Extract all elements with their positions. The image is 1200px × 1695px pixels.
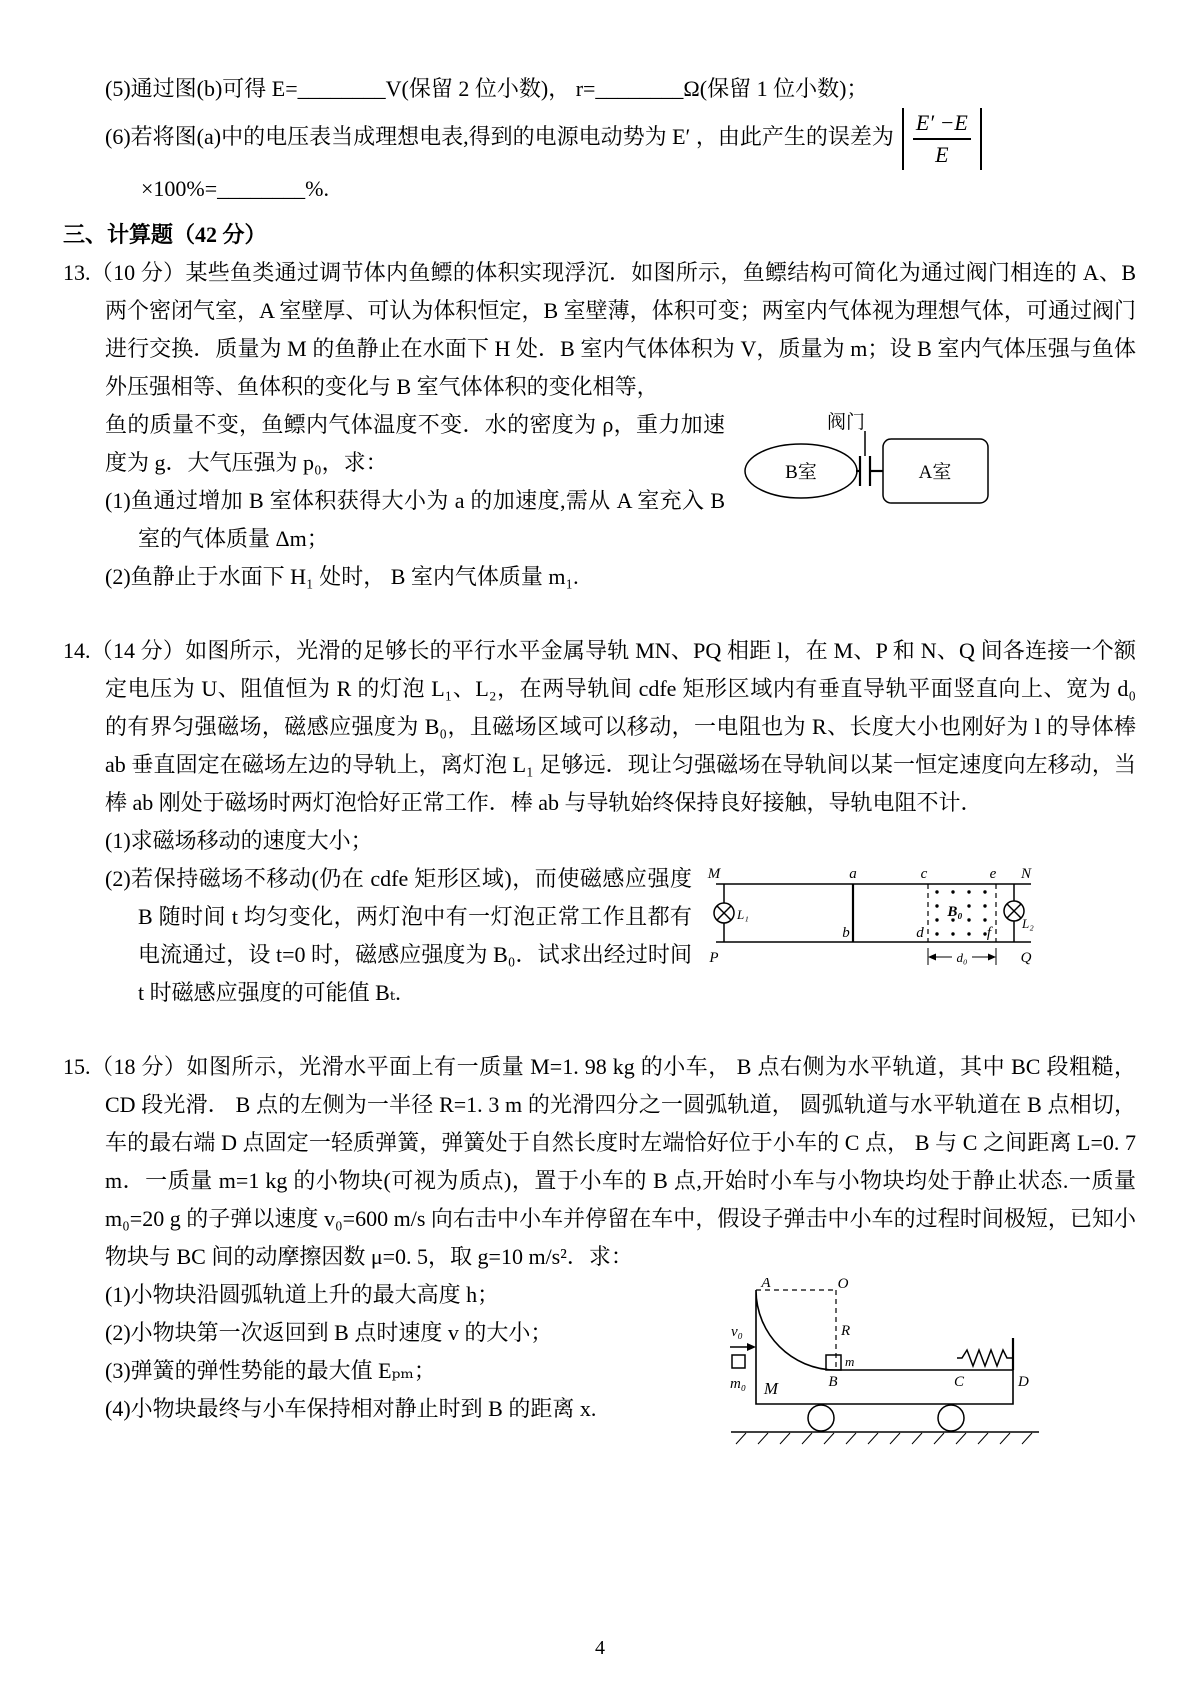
label-C: C — [953, 1374, 965, 1390]
velocity-arrow-icon — [747, 1343, 756, 1351]
q15-figure-cart — [726, 1278, 1044, 1446]
question-13 — [63, 254, 1136, 596]
q15-part-1: (1)小物块沿圆弧轨道上升的最大高度 h； — [105, 1282, 500, 1307]
ground-hatch-icon — [736, 1433, 1032, 1444]
q14-part-1: (1)求磁场移动的速度大小； — [105, 828, 373, 853]
chamber-a-label: A室 — [918, 462, 952, 483]
section-3-title: 三、计算题（42 分） — [63, 222, 267, 247]
q15-part-3: (3)弹簧的弹性势能的最大值 Eₚₘ； — [105, 1358, 436, 1383]
fraction-denominator: E — [913, 138, 971, 168]
wheel-icon — [938, 1405, 964, 1431]
q13-intro: 13.（10 分）某些鱼类通过调节体内鱼鳔的体积实现浮沉．如图所示，鱼鳔结构可简化为通过阀门相连的 A、B 两个密闭气室，A 室壁厚、可认为体积恒定，B 室壁薄，体积可变；两室内气体视为理想气体，可通过阀门进行交换．质量为 M 的鱼静止在水面下 H 处．B 室内气体体积为 V，质量为 m；设 B 室内气体压强与鱼体外压强相等、鱼体积的变化与 B 室气体体积的变化相等， — [63, 260, 1136, 399]
q13-intro-cont: 鱼的质量不变，鱼鳔内气体温度不变．水的密度为 ρ，重力加速度为 g．大气压强为 p₀，求： — [105, 412, 725, 475]
label-P: P — [709, 950, 719, 966]
bullet-icon — [732, 1355, 745, 1368]
label-d: d — [916, 925, 924, 941]
label-b: b — [842, 925, 850, 941]
q5-blanks-line: (5)通过图(b)可得 E=________V(保留 2 位小数)， r=________Ω(保留 1 位小数)； — [105, 76, 869, 101]
rail-circuit-diagram — [706, 862, 1046, 974]
page-number: 4 — [595, 1637, 605, 1659]
q15-rest — [63, 1276, 1136, 1450]
label-A: A — [761, 1278, 771, 1291]
wheel-icon — [808, 1405, 834, 1431]
question-15 — [63, 1048, 1136, 1450]
q13-rest — [63, 406, 1136, 596]
label-B: B — [828, 1374, 838, 1390]
label-D: D — [1018, 1374, 1029, 1390]
label-f: f — [986, 925, 992, 941]
label-L1: L₁ — [737, 907, 749, 922]
label-c: c — [920, 866, 928, 882]
label-N: N — [1020, 866, 1032, 882]
fraction-numerator: E′ −E — [915, 110, 968, 135]
label-m-block: m — [845, 1354, 855, 1369]
block-m — [826, 1355, 841, 1370]
q13-part-1: (1)鱼通过增加 B 室体积获得大小为 a 的加速度,需从 A 室充入 B 室的气体质量 Δm； — [105, 488, 725, 551]
label-O: O — [837, 1278, 849, 1292]
cart-body — [756, 1290, 1013, 1404]
q6-error-line — [63, 108, 1136, 170]
question-14 — [63, 632, 1136, 1012]
label-v0: v₀ — [731, 1324, 743, 1340]
d0-label: d₀ — [956, 950, 968, 965]
q15-intro: 15.（18 分）如图所示，光滑水平面上有一质量 M=1. 98 kg 的小车， B 点右侧为水平轨道，其中 BC 段粗糙， CD 段光滑． B 点的左侧为一半径 R=1. 3 m 的光滑四分之一圆弧轨道， 圆弧轨道与水平轨道在 B 点相切，车的最右端 D 点固定一轻质弹簧，弹簧处于自然长度时左端恰好位于小车的 C 点， B 与 C 之间距离 L=0. 7 m．一质量 m=1 kg 的小物块(可视为质点)，置于小车的 B 点,开始时小车与小物块均处于静止状态.一质量 m₀=20 g 的子弹以速度 v₀=600 m/s 向右击中小车并停留在车中，假设子弹击中小车的过程时间极短，已知小物块与 BC 间的动摩擦因数 μ=0. 5，取 g=10 m/s²．求： — [63, 1054, 1136, 1269]
label-e: e — [989, 866, 997, 882]
spring-icon — [957, 1350, 1013, 1366]
arrow-left-icon — [928, 954, 936, 961]
arrow-right-icon — [988, 954, 996, 961]
q14-rest — [63, 860, 1136, 1012]
label-m0: m₀ — [730, 1376, 747, 1392]
q14-figure-rails — [706, 862, 1046, 974]
q6-text: (6)若将图(a)中的电压表当成理想电表,得到的电源电动势为 E′ ，由此产生的误差为 — [105, 124, 894, 150]
error-fraction — [902, 108, 982, 170]
label-R: R — [841, 1323, 851, 1339]
label-a: a — [849, 866, 857, 882]
q14-intro: 14.（14 分）如图所示，光滑的足够长的平行水平金属导轨 MN、PQ 相距 l，在 M、P 和 N、Q 间各连接一个额定电压为 U、阻值恒为 R 的灯泡 L₁、L₂，在两导轨间 cdfe 矩形区域内有垂直导轨平面竖直向上、宽为 d₀ 的有界匀强磁场，磁感应强度为 B₀，且磁场区域可以移动，一电阻也为 R、长度大小也刚好为 l 的导体棒 ab 垂直固定在磁场左边的导轨上，离灯泡 L₁ 足够远．现让匀强磁场在导轨间以某一恒定速度向左移动，当棒 ab 刚处于磁场时两灯泡恰好正常工作．棒 ab 与导轨始终保持良好接触，导轨电阻不计． — [63, 638, 1136, 815]
swim-bladder-diagram — [743, 412, 998, 510]
chamber-b-label: B室 — [785, 462, 817, 483]
q15-part-2: (2)小物块第一次返回到 B 点时速度 v 的大小； — [105, 1320, 553, 1345]
field-b0-label: B₀ — [947, 904, 963, 920]
q14-part-2: (2)若保持磁场不移动(仍在 cdfe 矩形区域)，而使磁感应强度 B 随时间 t 均匀变化，两灯泡中有一灯泡正常工作且都有电流通过，设 t=0 时，磁感应强度为 B₀．试求出经过时间 t 时磁感应强度的可能值 Bₜ. — [105, 866, 692, 1005]
label-M: M — [707, 866, 721, 882]
q6-percent-line: ×100%=________%. — [141, 176, 329, 201]
label-M-cart: M — [763, 1379, 779, 1398]
q15-part-4: (4)小物块最终与小车保持相对静止时到 B 的距离 x. — [105, 1396, 597, 1421]
q13-figure-swim-bladder — [743, 412, 998, 510]
valve-label: 阀门 — [826, 412, 866, 433]
label-Q: Q — [1020, 950, 1032, 966]
cart-spring-diagram — [726, 1278, 1044, 1446]
label-L2: L₂ — [1022, 916, 1034, 931]
q13-part-2: (2)鱼静止于水面下 H₁ 处时， B 室内气体质量 m₁. — [105, 564, 579, 589]
